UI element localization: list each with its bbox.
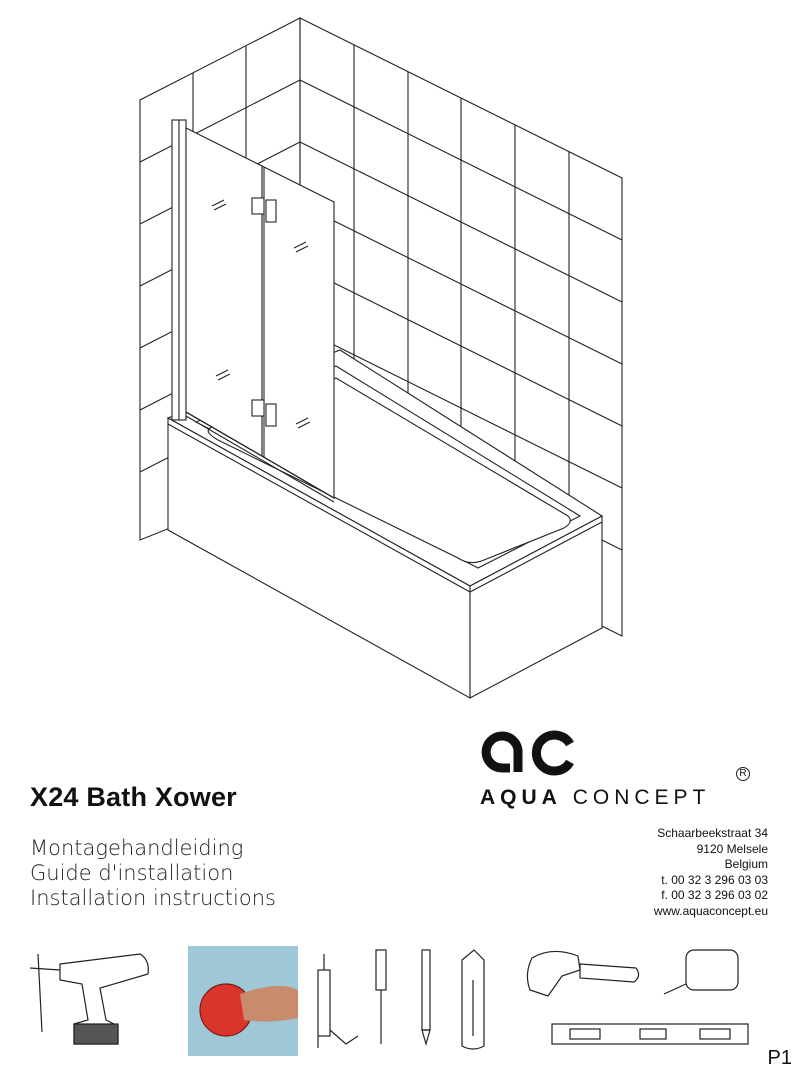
address-phone: t. 00 32 3 296 03 03 [661, 872, 768, 887]
drill-icon [30, 954, 148, 1044]
document-title: X24 Bath Xower [30, 782, 237, 812]
pencil-icon [422, 950, 430, 1044]
page-number: P1 [767, 1047, 792, 1069]
subtitle-fr: Guide d'installation [30, 861, 234, 885]
screwdriver-icon [376, 950, 386, 1044]
subtitle-list [30, 836, 276, 911]
subtitle-nl: Montagehandleiding [30, 836, 244, 860]
address-street: Schaarbeekstraat 34 [657, 826, 768, 840]
brand-word-bold: AQUA [480, 786, 562, 809]
suction-cup-photo [188, 946, 298, 1056]
address-fax: f. 00 32 3 296 03 02 [661, 888, 768, 902]
aquaconcept-logo-icon [480, 728, 576, 776]
address-website: www.aquaconcept.eu [653, 903, 768, 918]
company-address [654, 826, 768, 919]
tape-measure-icon [664, 950, 738, 994]
subtitle-en: Installation instructions [30, 886, 276, 910]
address-country: Belgium [724, 857, 768, 871]
spirit-level-icon [552, 1024, 748, 1044]
address-city: 9120 Melsele [696, 841, 768, 856]
utility-knife-icon [462, 950, 484, 1049]
registered-mark: R [736, 767, 750, 781]
tools-row [0, 940, 808, 1060]
brand-wordmark [480, 786, 710, 810]
hammer-icon [527, 951, 638, 996]
brand-word-regular: CONCEPT [572, 786, 711, 809]
caulk-gun-icon [318, 954, 358, 1048]
